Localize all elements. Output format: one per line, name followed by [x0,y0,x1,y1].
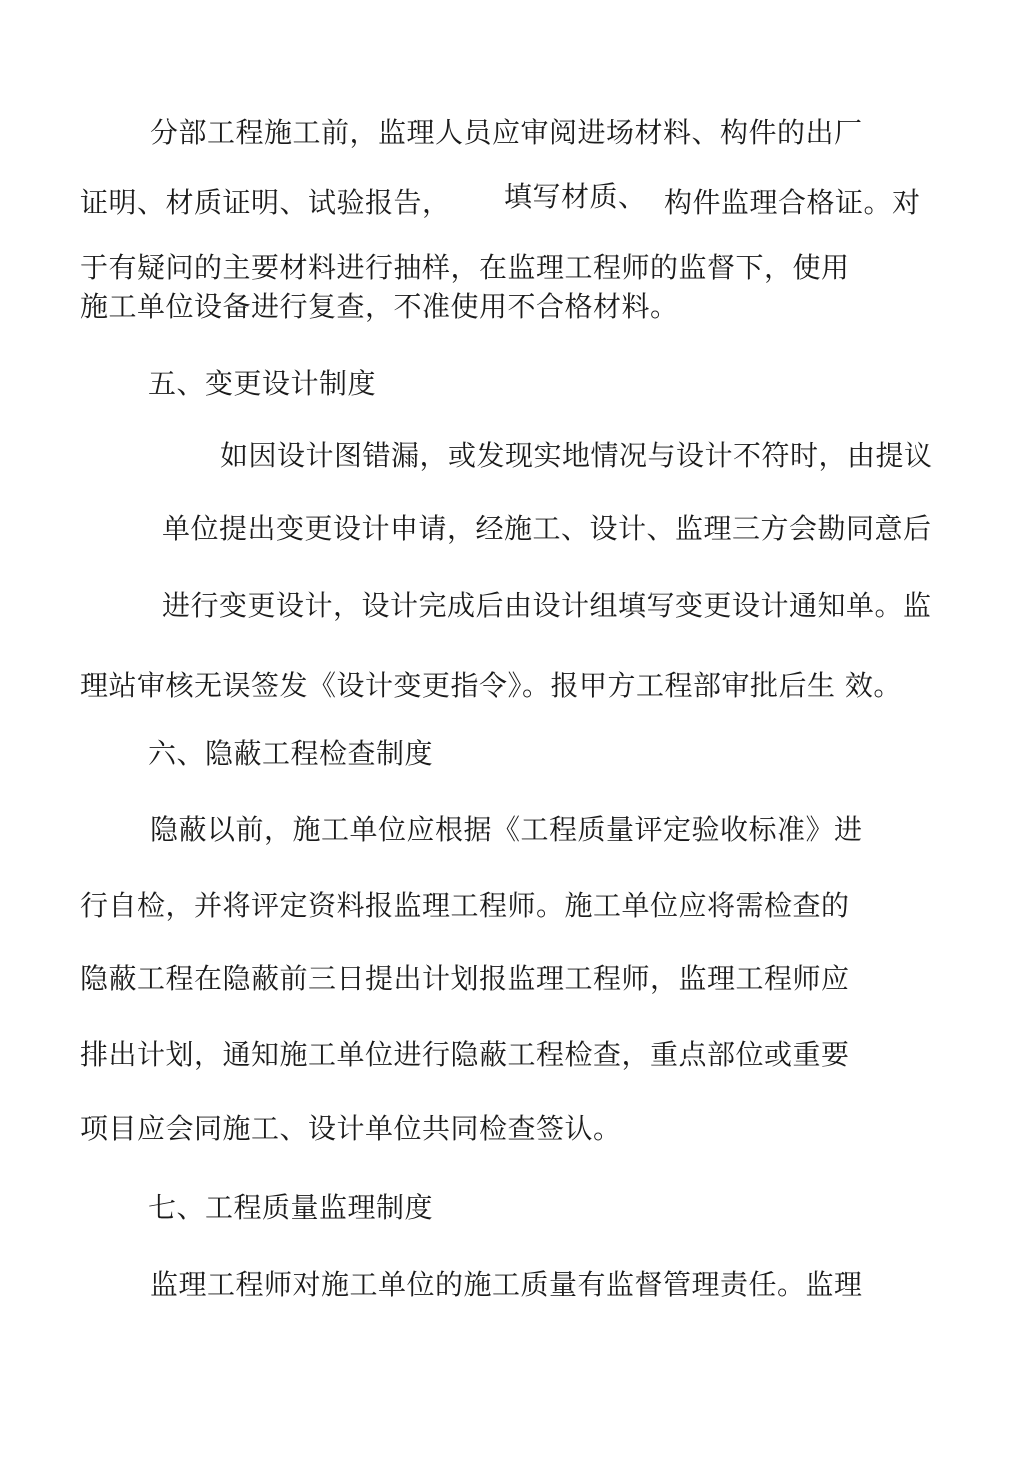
paragraph-line: 如因设计图错漏，或发现实地情况与设计不符时，由提议 [220,439,933,472]
paragraph-line: 理站审核无误签发《设计变更指令》。报甲方工程部审批后生 效。 [80,669,902,702]
section-heading: 五、变更设计制度 [148,367,377,400]
paragraph-line: 监理工程师对施工单位的施工质量有监督管理责任。监理 [150,1268,863,1301]
paragraph-line: 于有疑问的主要材料进行抽样，在监理工程师的监督下，使用 [80,251,850,284]
paragraph-line: 排出计划，通知施工单位进行隐蔽工程检查，重点部位或重要 [80,1038,850,1071]
section-heading: 七、工程质量监理制度 [148,1191,434,1224]
paragraph-line: 填写材质、 [504,180,647,213]
paragraph-line: 项目应会同施工、设计单位共同检查签认。 [80,1112,622,1145]
paragraph-line: 分部工程施工前，监理人员应审阅进场材料、构件的出厂 [150,116,863,149]
section-heading: 六、隐蔽工程检查制度 [148,737,434,770]
paragraph-line: 行自检，并将评定资料报监理工程师。施工单位应将需检查的 [80,889,850,922]
paragraph-line: 隐蔽以前，施工单位应根据《工程质量评定验收标准》进 [150,813,863,846]
paragraph-line: 构件监理合格证。对 [664,186,921,219]
paragraph-line: 进行变更设计，设计完成后由设计组填写变更设计通知单。监 [162,589,932,622]
paragraph-line: 施工单位设备进行复查，不准使用不合格材料。 [80,290,679,323]
paragraph-line: 隐蔽工程在隐蔽前三日提出计划报监理工程师，监理工程师应 [80,962,850,995]
paragraph-line: 单位提出变更设计申请，经施工、设计、监理三方会勘同意后 [162,512,932,545]
paragraph-line: 证明、材质证明、试验报告， [80,186,451,219]
